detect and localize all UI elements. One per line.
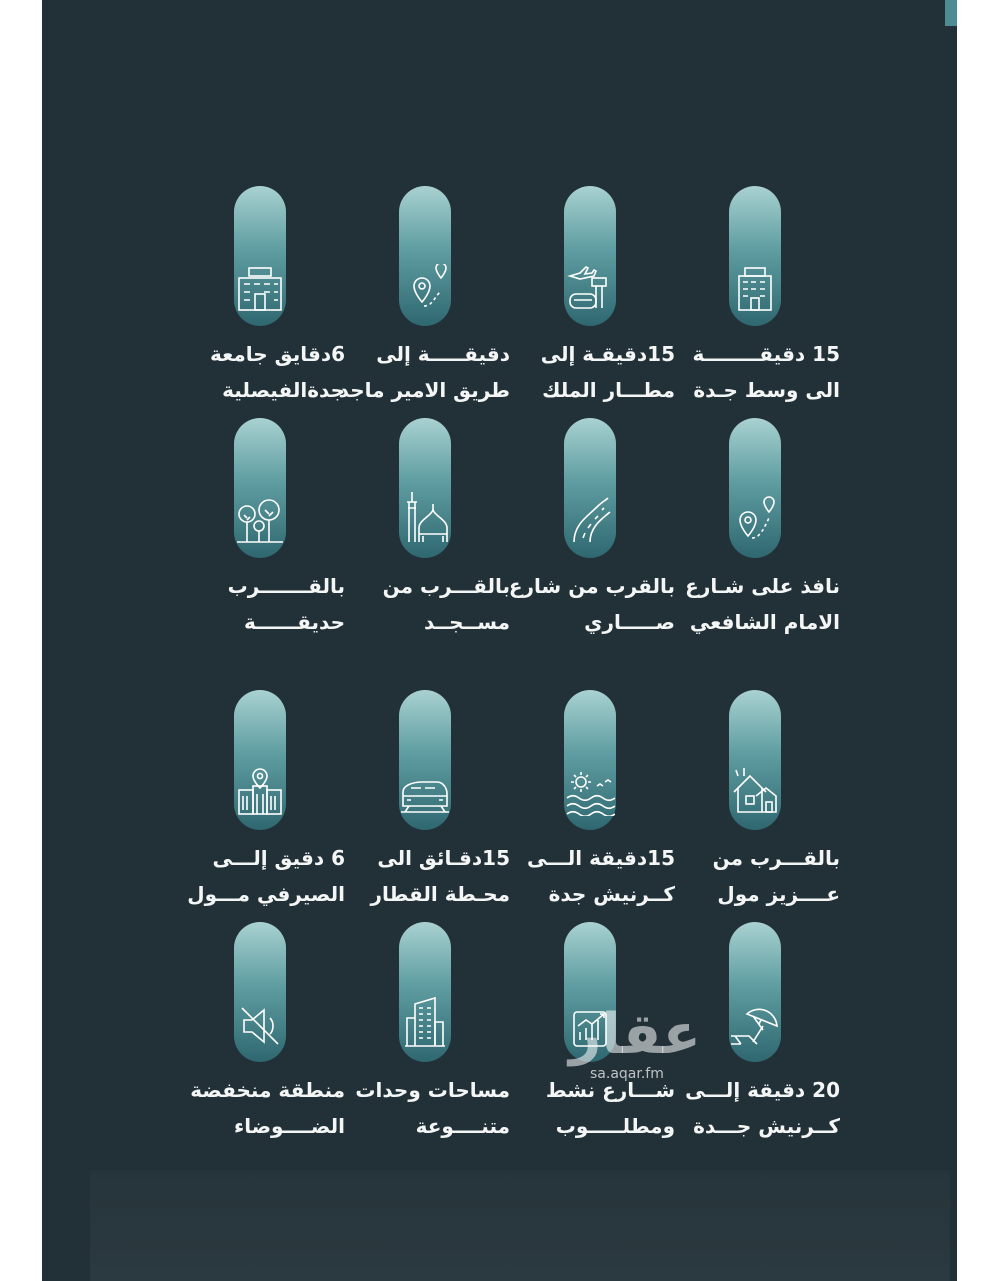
feature-pill — [234, 186, 286, 326]
feature-caption — [340, 568, 510, 640]
caption-line: ومطلـــــوب — [555, 1114, 675, 1138]
feature-item — [340, 922, 510, 1138]
feature-item — [338, 186, 510, 402]
feature-item — [175, 186, 345, 402]
feature-caption — [505, 568, 675, 640]
watermark-logo: عقار — [569, 1002, 701, 1067]
caption-line: مساحات وحدات — [355, 1078, 510, 1102]
growth-chart-icon — [568, 1002, 612, 1048]
feature-caption — [505, 336, 675, 408]
feature-caption — [670, 1072, 840, 1144]
sea-sun-icon — [565, 768, 615, 816]
caption-line: الصيرفي مـــول — [187, 882, 345, 906]
caption-line: الى وسط جـدة — [693, 378, 840, 402]
mall-icon — [235, 766, 285, 816]
caption-line: دقيقـــــة إلى — [376, 342, 510, 366]
caption-line: شـــارع نشط — [545, 1078, 675, 1102]
feature-pill — [399, 922, 451, 1062]
caption-line: مطـــار الملك — [542, 378, 675, 402]
building-icon — [733, 264, 777, 312]
feature-caption — [175, 840, 345, 912]
caption-line: محـطة القطار — [370, 882, 510, 906]
caption-line: حديقــــــة — [243, 610, 345, 634]
feature-pill — [729, 922, 781, 1062]
feature-caption — [340, 840, 510, 912]
caption-line: الامام الشافعي — [689, 610, 840, 634]
caption-line: صـــــاري — [584, 610, 675, 634]
feature-item — [505, 186, 675, 402]
feature-pill — [564, 690, 616, 830]
feature-pill — [564, 186, 616, 326]
caption-line: 15دقـائق الى — [377, 846, 510, 870]
route-pin-icon — [402, 264, 448, 312]
caption-line: بالقـــــــرب — [227, 574, 345, 598]
caption-line: طريق الامير ماجد — [338, 378, 510, 402]
caption-line: منطقة منخفضة — [190, 1078, 345, 1102]
beach-umbrella-icon — [729, 1000, 781, 1048]
feature-caption — [175, 336, 345, 408]
caption-line: 15 دقيقــــــــة — [692, 342, 840, 366]
feature-item — [340, 690, 510, 906]
caption-line: 15دقيقة الـــى — [527, 846, 675, 870]
feature-caption — [340, 336, 510, 408]
watermark-url: sa.aqar.fm — [590, 1066, 664, 1082]
feature-item — [505, 690, 675, 906]
feature-pill — [399, 690, 451, 830]
feature-pill — [399, 418, 451, 558]
feature-pill — [234, 418, 286, 558]
feature-caption — [670, 568, 840, 640]
caption-line: متنــــوعة — [415, 1114, 510, 1138]
route-pin-icon — [732, 496, 778, 544]
caption-line: 6 دقيق إلـــى — [212, 846, 345, 870]
feature-caption — [340, 1072, 510, 1144]
feature-item — [175, 418, 345, 634]
feature-item — [670, 690, 840, 906]
feature-item — [175, 922, 345, 1138]
feature-pill — [564, 922, 616, 1062]
road-icon — [568, 494, 612, 544]
feature-pill — [234, 922, 286, 1062]
mosque-icon — [401, 488, 449, 544]
feature-pill — [729, 186, 781, 326]
building-icon — [235, 264, 285, 312]
caption-line: 15دقيقـة إلى — [540, 342, 675, 366]
caption-line: بالقرب من شارع — [508, 574, 675, 598]
feature-pill — [729, 690, 781, 830]
caption-line: جدةالفيصلية — [222, 378, 345, 402]
feature-pill — [564, 418, 616, 558]
train-icon — [399, 776, 451, 816]
airport-icon — [566, 262, 614, 312]
mute-speaker-icon — [238, 1004, 282, 1048]
feature-pill — [729, 418, 781, 558]
office-tower-icon — [403, 996, 447, 1048]
caption-line: 20 دقيقة إلـــى — [685, 1078, 840, 1102]
caption-line: عــــزيز مول — [717, 882, 840, 906]
feature-pill — [399, 186, 451, 326]
feature-caption — [670, 336, 840, 408]
caption-line: مســجــد — [423, 610, 510, 634]
caption-line: بالقـــرب من — [712, 846, 840, 870]
caption-line: 6دقايق جامعة — [209, 342, 345, 366]
feature-caption — [175, 568, 345, 640]
feature-item — [340, 418, 510, 634]
caption-line: بالقـــرب من — [382, 574, 510, 598]
caption-line: الضــــوضاء — [233, 1114, 345, 1138]
trees-icon — [235, 496, 285, 544]
feature-caption — [505, 1072, 675, 1144]
house-icon — [730, 766, 780, 816]
caption-line: كــرنيش جـــدة — [693, 1114, 840, 1138]
feature-caption — [505, 840, 675, 912]
feature-item — [670, 922, 840, 1138]
feature-pill — [234, 690, 286, 830]
caption-line: نافذ على شـارع — [685, 574, 840, 598]
feature-item — [670, 418, 840, 634]
feature-item — [505, 922, 675, 1138]
caption-line: كــرنيش جدة — [548, 882, 675, 906]
feature-item — [670, 186, 840, 402]
feature-item — [175, 690, 345, 906]
feature-caption — [175, 1072, 345, 1144]
feature-caption — [670, 840, 840, 912]
feature-item — [505, 418, 675, 634]
